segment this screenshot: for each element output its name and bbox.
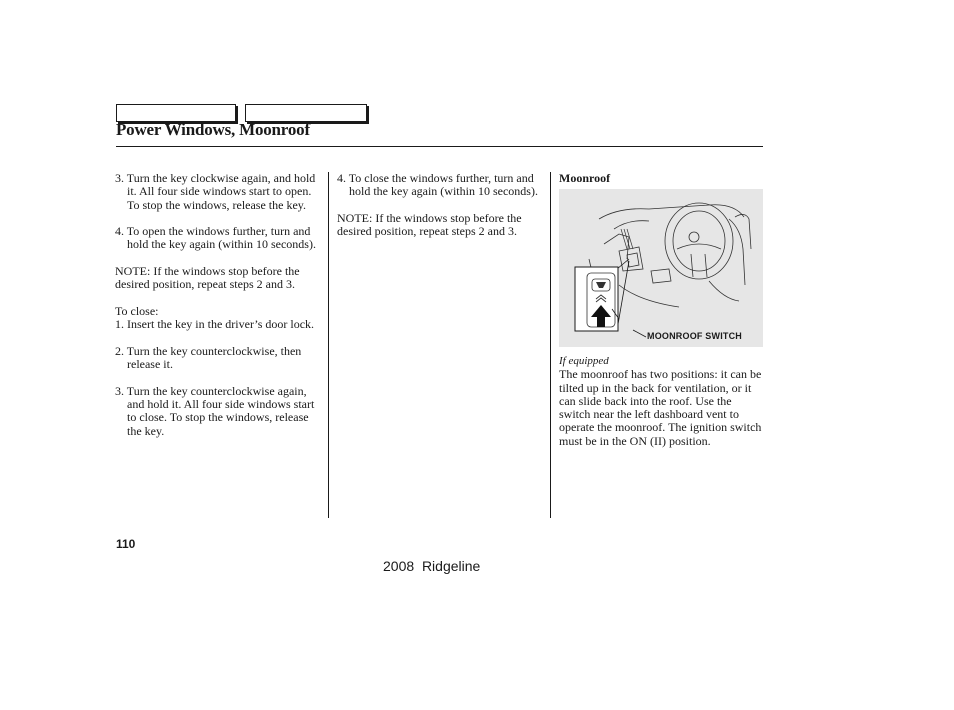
footer-model-name: Ridgeline [421, 558, 481, 574]
column-divider-2 [550, 172, 551, 518]
moonroof-figure [559, 189, 763, 347]
middle-column [337, 172, 543, 252]
step-2-close: 2. Turn the key counterclockwise, then release it. [115, 343, 302, 372]
dashboard-illustration [559, 189, 763, 347]
footer-model [383, 558, 480, 574]
footer-year: 2008 [383, 558, 415, 574]
right-column [559, 172, 764, 461]
moonroof-description: The moonroof has two positions: it can be tilted up in the back for ventilation, or it can slide back into the roof. Use the switch near the left dashboard vent to operate the moonroof. The ignition switch must be in the ON (II) position. [559, 367, 762, 448]
figure-caption: MOONROOF SWITCH [647, 331, 742, 342]
step-4-close: 4. To close the windows further, turn and hold the key again (within 10 seconds). [337, 171, 538, 199]
step-3-close: 3. Turn the key counterclockwise again, and hold it. All four side windows start to close. To stop the windows, release the key. [115, 383, 315, 438]
note-close: NOTE: If the windows stop before the desired position, repeat steps 2 and 3. [337, 210, 522, 239]
note-open: NOTE: If the windows stop before the desired position, repeat steps 2 and 3. [115, 264, 300, 292]
page-number: 110 [116, 537, 136, 551]
step-3-open: 3. Turn the key clockwise again, and hold it. All four side windows start to open. To stop the windows, release the key. [115, 171, 316, 212]
step-4-open: 4. To open the windows further, turn and hold the key again (within 10 seconds). [115, 224, 316, 252]
to-close-label: To close: [115, 303, 159, 318]
if-equipped-note: If equipped [559, 355, 609, 368]
title-rule [116, 146, 763, 147]
left-column [115, 172, 321, 451]
page-title: Power Windows, Moonroof [116, 120, 310, 139]
column-divider-1 [328, 172, 329, 518]
step-1-close: 1. Insert the key in the driver’s door lock. [115, 317, 315, 332]
moonroof-heading: Moonroof [559, 171, 611, 185]
